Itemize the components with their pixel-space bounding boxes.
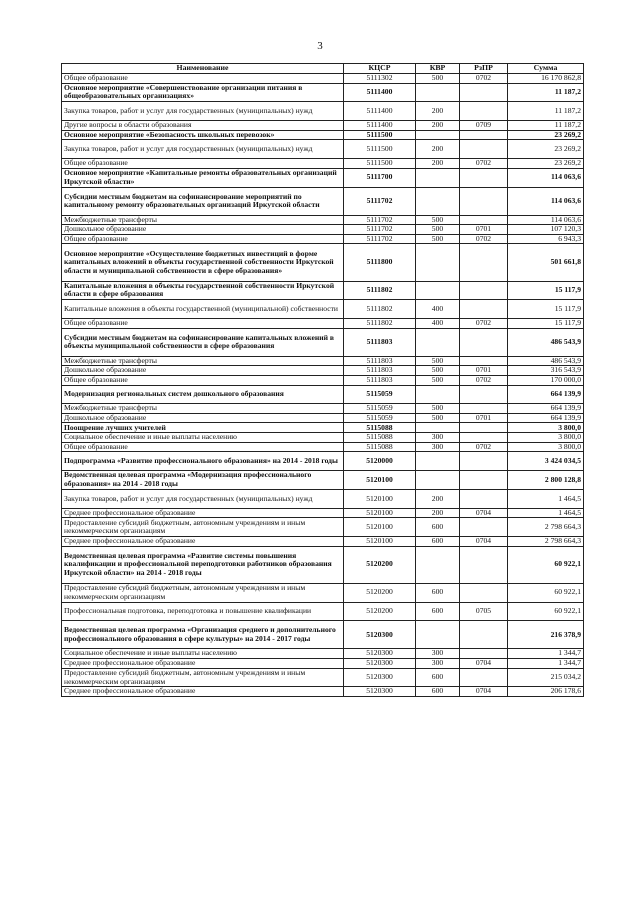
header-row <box>62 64 584 74</box>
cell-name: Основное мероприятие «Безопасность школьных перевозок» <box>62 130 344 140</box>
cell-sum: 11 187,2 <box>508 121 584 131</box>
cell-name: Дошкольное образование <box>62 366 344 376</box>
cell-sum: 23 269,2 <box>508 140 584 159</box>
cell-name: Подпрограмма «Развитие профессионального образования» на 2014 - 2018 годы <box>62 452 344 471</box>
cell-kvr: 200 <box>416 102 460 121</box>
cell-kcsr: 5120200 <box>344 546 416 583</box>
cell-rzpr <box>460 621 508 649</box>
cell-kcsr: 5115059 <box>344 385 416 404</box>
cell-name: Закупка товаров, работ и услуг для государственных (муниципальных) нужд <box>62 489 344 508</box>
cell-kcsr: 5111500 <box>344 130 416 140</box>
cell-rzpr: 0705 <box>460 602 508 621</box>
cell-rzpr <box>460 546 508 583</box>
cell-name: Предоставление субсидий бюджетным, автономным учреждениям и иным некоммерческим организациям <box>62 668 344 687</box>
cell-kvr <box>416 423 460 433</box>
header-kvr: КВР <box>416 64 460 74</box>
table-row <box>62 234 584 244</box>
cell-name: Модернизация региональных систем дошкольного образования <box>62 385 344 404</box>
table-row <box>62 413 584 423</box>
cell-kvr <box>416 83 460 102</box>
table-row <box>62 659 584 669</box>
table-row <box>62 621 584 649</box>
cell-rzpr: 0701 <box>460 366 508 376</box>
cell-rzpr: 0702 <box>460 234 508 244</box>
table-row <box>62 319 584 329</box>
table-row <box>62 168 584 187</box>
table-row <box>62 602 584 621</box>
cell-kcsr: 5115059 <box>344 404 416 414</box>
cell-kcsr: 5111702 <box>344 225 416 235</box>
cell-kcsr: 5111700 <box>344 168 416 187</box>
cell-rzpr <box>460 385 508 404</box>
header-kcsr: КЦСР <box>344 64 416 74</box>
table-row <box>62 546 584 583</box>
cell-sum: 60 922,1 <box>508 546 584 583</box>
cell-kvr: 600 <box>416 668 460 687</box>
cell-kvr: 500 <box>416 375 460 385</box>
cell-name: Дошкольное образование <box>62 225 344 235</box>
cell-sum: 3 424 034,5 <box>508 452 584 471</box>
cell-sum: 23 269,2 <box>508 130 584 140</box>
table-row <box>62 130 584 140</box>
cell-kcsr: 5120300 <box>344 687 416 697</box>
cell-rzpr <box>460 583 508 602</box>
cell-kcsr: 5115088 <box>344 442 416 452</box>
cell-sum: 11 187,2 <box>508 83 584 102</box>
cell-kcsr: 5111802 <box>344 300 416 319</box>
cell-name: Социальное обеспечение и иные выплаты населению <box>62 433 344 443</box>
cell-kcsr: 5111803 <box>344 375 416 385</box>
cell-rzpr <box>460 668 508 687</box>
cell-rzpr: 0702 <box>460 375 508 385</box>
cell-sum: 1 464,5 <box>508 489 584 508</box>
cell-rzpr <box>460 489 508 508</box>
table-row <box>62 300 584 319</box>
cell-kcsr: 5120100 <box>344 471 416 490</box>
cell-rzpr <box>460 356 508 366</box>
cell-rzpr: 0701 <box>460 413 508 423</box>
cell-rzpr <box>460 433 508 443</box>
cell-sum: 114 063,6 <box>508 187 584 215</box>
cell-rzpr <box>460 423 508 433</box>
cell-name: Субсидии местным бюджетам на софинансирование капитальных вложений в объекты муниципальной собственности в сфере образования <box>62 328 344 356</box>
cell-sum: 215 034,2 <box>508 668 584 687</box>
cell-kcsr: 5111803 <box>344 328 416 356</box>
cell-sum: 3 800,0 <box>508 433 584 443</box>
cell-name: Предоставление субсидий бюджетным, автономным учреждениям и иным некоммерческим организациям <box>62 518 344 537</box>
table-row <box>62 489 584 508</box>
cell-rzpr <box>460 649 508 659</box>
cell-kvr: 300 <box>416 659 460 669</box>
cell-kcsr: 5111800 <box>344 244 416 281</box>
cell-kvr: 600 <box>416 518 460 537</box>
table-row <box>62 423 584 433</box>
cell-kvr: 600 <box>416 537 460 547</box>
table-row <box>62 244 584 281</box>
cell-name: Среднее профессиональное образование <box>62 687 344 697</box>
cell-kvr <box>416 168 460 187</box>
cell-kcsr: 5115088 <box>344 433 416 443</box>
cell-sum: 3 800,0 <box>508 423 584 433</box>
cell-kcsr: 5120200 <box>344 602 416 621</box>
cell-kcsr: 5111500 <box>344 159 416 169</box>
cell-rzpr: 0702 <box>460 159 508 169</box>
cell-name: Общее образование <box>62 375 344 385</box>
table-row <box>62 452 584 471</box>
cell-name: Основное мероприятие «Капитальные ремонты образовательных организаций Иркутской области» <box>62 168 344 187</box>
cell-kcsr: 5120300 <box>344 649 416 659</box>
cell-sum: 2 798 664,3 <box>508 537 584 547</box>
cell-kcsr: 5120000 <box>344 452 416 471</box>
cell-kvr <box>416 328 460 356</box>
cell-kvr: 500 <box>416 356 460 366</box>
cell-kcsr: 5111500 <box>344 140 416 159</box>
table-row <box>62 140 584 159</box>
cell-rzpr <box>460 404 508 414</box>
cell-name: Ведомственная целевая программа «Организация среднего и дополнительного профессионального образования в сфере культуры» на 2014 - 2017 годы <box>62 621 344 649</box>
cell-rzpr: 0701 <box>460 225 508 235</box>
cell-sum: 664 139,9 <box>508 385 584 404</box>
cell-name: Общее образование <box>62 74 344 84</box>
cell-name: Закупка товаров, работ и услуг для государственных (муниципальных) нужд <box>62 140 344 159</box>
cell-rzpr <box>460 187 508 215</box>
cell-sum: 1 464,5 <box>508 508 584 518</box>
cell-kcsr: 5120100 <box>344 508 416 518</box>
cell-name: Поощрение лучших учителей <box>62 423 344 433</box>
table-row <box>62 281 584 300</box>
cell-kcsr: 5120100 <box>344 537 416 547</box>
cell-kcsr: 5111400 <box>344 121 416 131</box>
cell-sum: 170 000,0 <box>508 375 584 385</box>
table-row <box>62 215 584 225</box>
cell-kvr <box>416 187 460 215</box>
cell-rzpr: 0709 <box>460 121 508 131</box>
cell-sum: 15 117,9 <box>508 319 584 329</box>
cell-kvr: 500 <box>416 234 460 244</box>
table-body <box>62 74 584 697</box>
table-row <box>62 187 584 215</box>
cell-sum: 486 543,9 <box>508 356 584 366</box>
page-number: 3 <box>317 40 323 52</box>
cell-kcsr: 5111702 <box>344 215 416 225</box>
cell-name: Межбюджетные трансферты <box>62 356 344 366</box>
cell-kvr: 300 <box>416 649 460 659</box>
table-row <box>62 121 584 131</box>
cell-rzpr <box>460 281 508 300</box>
cell-rzpr <box>460 168 508 187</box>
cell-kvr: 200 <box>416 489 460 508</box>
cell-kcsr: 5120100 <box>344 489 416 508</box>
cell-rzpr: 0702 <box>460 74 508 84</box>
cell-sum: 1 344,7 <box>508 659 584 669</box>
cell-kcsr: 5111802 <box>344 281 416 300</box>
cell-name: Среднее профессиональное образование <box>62 508 344 518</box>
cell-rzpr: 0702 <box>460 442 508 452</box>
cell-name: Профессиональная подготовка, переподготовка и повышение квалификации <box>62 602 344 621</box>
cell-name: Основное мероприятие «Осуществление бюджетных инвестиций в форме капитальных вложений в объекты государственной собственности Иркутской области и муниципальной собственности в сфере образования» <box>62 244 344 281</box>
cell-kvr <box>416 452 460 471</box>
cell-kcsr: 5111803 <box>344 366 416 376</box>
cell-sum: 114 063,6 <box>508 215 584 225</box>
cell-sum: 664 139,9 <box>508 404 584 414</box>
cell-kvr: 300 <box>416 442 460 452</box>
cell-sum: 15 117,9 <box>508 300 584 319</box>
cell-name: Межбюджетные трансферты <box>62 215 344 225</box>
cell-name: Основное мероприятие «Совершенствование организации питания в общеобразовательных организациях» <box>62 83 344 102</box>
cell-name: Ведомственная целевая программа «Модернизация профессионального образования» на 2014 - 2018 годы <box>62 471 344 490</box>
budget-table <box>61 63 584 697</box>
cell-sum: 15 117,9 <box>508 281 584 300</box>
table-row <box>62 375 584 385</box>
cell-kcsr: 5120100 <box>344 518 416 537</box>
cell-kvr: 200 <box>416 508 460 518</box>
cell-rzpr <box>460 244 508 281</box>
cell-kcsr: 5111702 <box>344 187 416 215</box>
cell-kcsr: 5111803 <box>344 356 416 366</box>
cell-kvr <box>416 621 460 649</box>
cell-kcsr: 5111702 <box>344 234 416 244</box>
cell-kcsr: 5120300 <box>344 621 416 649</box>
cell-name: Капитальные вложения в объекты государственной собственности Иркутской области в сфере образования <box>62 281 344 300</box>
cell-kvr: 500 <box>416 404 460 414</box>
header-rzpr: РзПР <box>460 64 508 74</box>
table-row <box>62 225 584 235</box>
cell-kvr: 200 <box>416 121 460 131</box>
cell-rzpr: 0702 <box>460 319 508 329</box>
cell-kcsr: 5111400 <box>344 83 416 102</box>
table-row <box>62 583 584 602</box>
cell-sum: 114 063,6 <box>508 168 584 187</box>
cell-name: Субсидии местным бюджетам на софинансирование мероприятий по капитальному ремонту образовательных организаций Иркутской области <box>62 187 344 215</box>
cell-rzpr <box>460 471 508 490</box>
cell-kvr: 400 <box>416 319 460 329</box>
table-row <box>62 537 584 547</box>
cell-kcsr: 5115088 <box>344 423 416 433</box>
cell-kvr <box>416 281 460 300</box>
cell-kvr: 200 <box>416 159 460 169</box>
cell-sum: 2 798 664,3 <box>508 518 584 537</box>
cell-sum: 16 170 862,8 <box>508 74 584 84</box>
cell-kvr: 200 <box>416 140 460 159</box>
table-row <box>62 668 584 687</box>
table-row <box>62 74 584 84</box>
cell-sum: 486 543,9 <box>508 328 584 356</box>
cell-sum: 11 187,2 <box>508 102 584 121</box>
cell-kvr: 600 <box>416 583 460 602</box>
cell-kcsr: 5111802 <box>344 319 416 329</box>
cell-rzpr <box>460 130 508 140</box>
cell-rzpr <box>460 83 508 102</box>
cell-name: Общее образование <box>62 159 344 169</box>
cell-sum: 60 922,1 <box>508 602 584 621</box>
cell-kcsr: 5120200 <box>344 583 416 602</box>
table-row <box>62 687 584 697</box>
table-row <box>62 102 584 121</box>
cell-kcsr: 5111302 <box>344 74 416 84</box>
cell-kvr: 500 <box>416 215 460 225</box>
cell-sum: 216 378,9 <box>508 621 584 649</box>
cell-kvr <box>416 244 460 281</box>
cell-sum: 501 661,8 <box>508 244 584 281</box>
cell-sum: 3 800,0 <box>508 442 584 452</box>
cell-kvr <box>416 130 460 140</box>
cell-sum: 316 543,9 <box>508 366 584 376</box>
cell-kcsr: 5120300 <box>344 668 416 687</box>
table-row <box>62 433 584 443</box>
cell-name: Среднее профессиональное образование <box>62 659 344 669</box>
cell-name: Предоставление субсидий бюджетным, автономным учреждениям и иным некоммерческим организациям <box>62 583 344 602</box>
cell-rzpr <box>460 102 508 121</box>
cell-kcsr: 5120300 <box>344 659 416 669</box>
table-row <box>62 83 584 102</box>
cell-kcsr: 5111400 <box>344 102 416 121</box>
cell-sum: 1 344,7 <box>508 649 584 659</box>
cell-kvr: 600 <box>416 687 460 697</box>
cell-name: Капитальные вложения в объекты государственной (муниципальной) собственности <box>62 300 344 319</box>
table-row <box>62 508 584 518</box>
cell-rzpr: 0704 <box>460 508 508 518</box>
cell-kcsr: 5115059 <box>344 413 416 423</box>
cell-sum: 6 943,3 <box>508 234 584 244</box>
cell-sum: 23 269,2 <box>508 159 584 169</box>
cell-rzpr <box>460 328 508 356</box>
cell-sum: 107 120,3 <box>508 225 584 235</box>
cell-kvr: 500 <box>416 74 460 84</box>
cell-rzpr: 0704 <box>460 659 508 669</box>
cell-name: Закупка товаров, работ и услуг для государственных (муниципальных) нужд <box>62 102 344 121</box>
cell-name: Общее образование <box>62 234 344 244</box>
cell-rzpr: 0704 <box>460 537 508 547</box>
cell-kvr <box>416 546 460 583</box>
cell-kvr <box>416 471 460 490</box>
cell-kvr: 300 <box>416 433 460 443</box>
table-row <box>62 471 584 490</box>
cell-name: Среднее профессиональное образование <box>62 537 344 547</box>
cell-name: Межбюджетные трансферты <box>62 404 344 414</box>
cell-sum: 2 800 128,8 <box>508 471 584 490</box>
cell-name: Общее образование <box>62 442 344 452</box>
header-name: Наименование <box>62 64 344 74</box>
table-row <box>62 385 584 404</box>
table-row <box>62 366 584 376</box>
cell-kvr: 600 <box>416 602 460 621</box>
table-row <box>62 159 584 169</box>
cell-rzpr <box>460 300 508 319</box>
table-header <box>62 64 584 74</box>
cell-sum: 664 139,9 <box>508 413 584 423</box>
header-sum: Сумма <box>508 64 584 74</box>
cell-rzpr <box>460 452 508 471</box>
cell-name: Общее образование <box>62 319 344 329</box>
table-row <box>62 649 584 659</box>
cell-kvr: 400 <box>416 300 460 319</box>
cell-kvr <box>416 385 460 404</box>
table-row <box>62 356 584 366</box>
cell-kvr: 500 <box>416 413 460 423</box>
cell-kvr: 500 <box>416 366 460 376</box>
cell-rzpr: 0704 <box>460 687 508 697</box>
table-row <box>62 328 584 356</box>
table-row <box>62 442 584 452</box>
cell-sum: 206 178,6 <box>508 687 584 697</box>
cell-rzpr <box>460 140 508 159</box>
cell-kvr: 500 <box>416 225 460 235</box>
cell-rzpr <box>460 215 508 225</box>
cell-rzpr <box>460 518 508 537</box>
cell-name: Ведомственная целевая программа «Развитие системы повышения квалификации и профессиональной переподготовки работников образования Иркутской области» на 2014 - 2018 годы <box>62 546 344 583</box>
cell-name: Дошкольное образование <box>62 413 344 423</box>
table-row <box>62 518 584 537</box>
cell-name: Социальное обеспечение и иные выплаты населению <box>62 649 344 659</box>
cell-name: Другие вопросы в области образования <box>62 121 344 131</box>
table-row <box>62 404 584 414</box>
cell-sum: 60 922,1 <box>508 583 584 602</box>
